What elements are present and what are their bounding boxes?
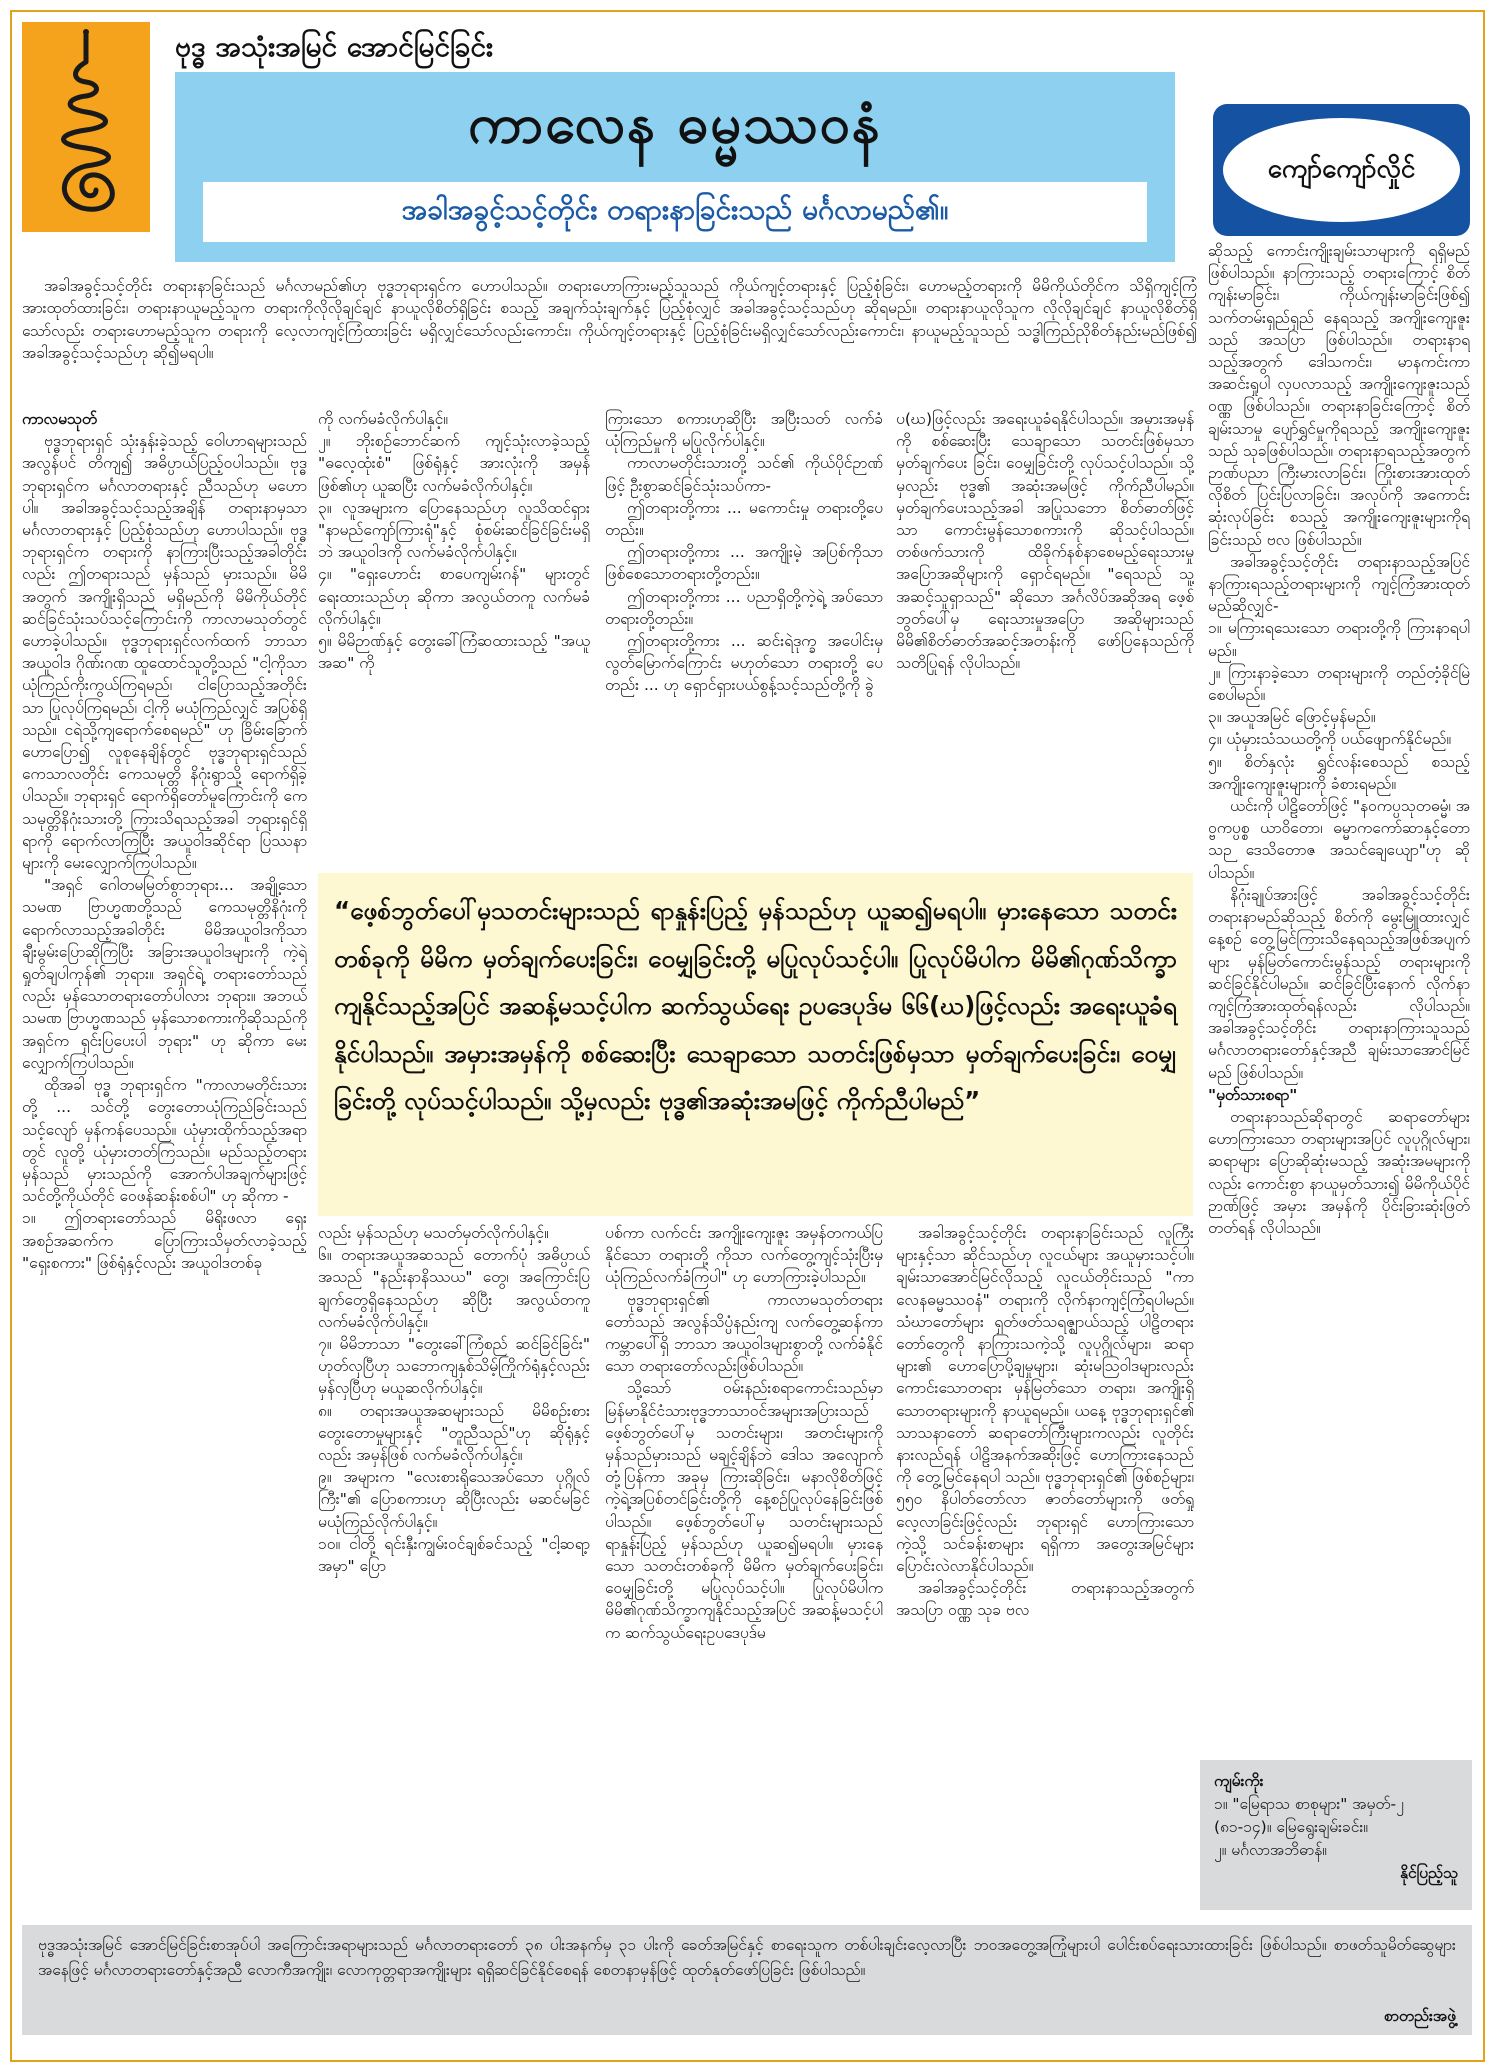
paragraph: ဤတရားတို့ကား ... ဆင်းရဲဒုက္ခ အပေါင်းမှ လွတ်မြောက်ကြောင်း မဟုတ်သော တရားတို့ ပေတည်း ... ဟု ရှောင်ရှားပယ်စွန့်သင့်သည်တို့ကို ခွဲ bbox=[605, 632, 883, 695]
footer-signature: စာတည်းအဖွဲ့ bbox=[1383, 2007, 1456, 2025]
footer-text: ဗုဒ္ဓအသုံးအမြင် အောင်မြင်ခြင်းစာအုပ်ပါ အကြောင်းအရာများသည် မင်္ဂလာတရားတော် ၃၈ ပါးအနက်မှ ၃၁ ပါးကို ခေတ်အမြင်နှင့် စာရေးသူက တစ်ပါးချင်းလေ့လာပြီး ဘဝအတွေ့အကြုံများပါ ပေါင်းစပ်ရေးသားထားခြင်း ဖြစ်ပါသည်။ စာဖတ်သူမိတ်ဆွေများ အနေဖြင့် မင်္ဂလာတရားတော်နှင့်အညီ လောကီအကျိုး၊ လောကုတ္တရာအကျိုးများ ရရှိဆင်ခြင်နိုင်စေရန် စေတနာမှန်ဖြင့် ထုတ်နုတ်ဖော်ပြခြင်း ဖြစ်ပါသည်။ bbox=[38, 1936, 1456, 1979]
column-2-lower bbox=[318, 1222, 590, 1917]
paragraph: ၉။ အများက "လေးစားရိုသေအပ်သော ပုဂ္ဂိုလ်ကြီး"၏ ပြောစကားဟု ဆိုပြီးလည်း မဆင်မခြင် မယုံကြည်လိုက်ပါနှင့်။ bbox=[318, 1468, 590, 1531]
paragraph: ဗုဒ္ဓဘုရားရှင် သုံးနှန်းခဲ့သည့် ဝေါဟာရများသည် အလွန်ပင် တိကျ၍ အဓိပ္ပာယ်ပြည့်ဝပါသည်။ ဗုဒ္ဓဘုရားရှင်က မင်္ဂလာတရားနှင့် ညီသည်ဟု မဟောပါ။ အခါအခွင့်သင့်သည့်အချိန် တရားနာမှသာ မင်္ဂလာတရားနှင့် ပြည့်စုံသည်ဟု ဟောပါသည်။ ဗုဒ္ဓဘုရားရှင်က တရားကို နာကြားပြီးသည့်အခါတိုင်းလည်း ဤတရားသည် မှန်သည် မှားသည်။ မိမိအတွက် အကျိုးရှိသည် မရှိမည်ကို မိမိကိုယ်တိုင် ဆင်ခြင်သုံးသပ်သင့်ကြောင်းကို ကာလာမသုတ်တွင် ဟောခဲ့ပါသည်။ ဗုဒ္ဓဘုရားရှင်လက်ထက် ဘာသာအယူဝါဒ ဂိုဏ်းဂဏ ထူထောင်သူတို့သည် "ငါ့ကိုသာ ယုံကြည်ကိုးကွယ်ကြရမည်၊ ငါပြောသည့်အတိုင်းသာ ပြုလုပ်ကြရမည်၊ ငါ့ကို မယုံကြည်လျှင် အပြစ်ရှိသည်။ ငရဲသို့ကျရောက်စေရမည်" ဟု ခြိမ်းခြောက် ဟောပြော၍ လူစုနေချိန်တွင် ဗုဒ္ဓဘုရားရှင်သည် ကေသာလတိုင်း ကေသမုတ္တိ နိဂုံးရွာသို့ ရောက်ရှိခဲ့ပါသည်။ ဘုရားရှင် ရောက်ရှိတော်မူကြောင်းကို ကေသမုတ္တိနိဂုံးသားတို့ ကြားသိရသည့်အခါ ဘုရားရှင်ရှိရာကို ရောက်လာကြပြီး အယူဝါဒဆိုင်ရာ ပြဿနာများကို မေးလျှောက်ကြပါသည်။ bbox=[22, 432, 307, 873]
paragraph: ၇။ မိမိဘာသာ "တွေးခေါ်ကြံစည် ဆင်ခြင်ခြင်း" ဟုတ်လှပြီဟု သဘောကျနှစ်သိမ့်ကြိုက်ရုံနှင့်လည်း မှန်လှပြီဟု မယူဆလိုက်ပါနှင့်။ bbox=[318, 1335, 590, 1398]
column-2 bbox=[318, 408, 590, 868]
paragraph: အခါအခွင့်သင့်တိုင်း တရားနာခြင်းသည် လူကြီးများနှင့်သာ ဆိုင်သည်ဟု လူငယ်များ အယူမှားသင့်ပါ။ ချမ်းသာအောင်မြင်လိုသည့် လူငယ်တိုင်းသည် "ကာလေနဓမ္မဿဝနံ" တရားကို လိုက်နာကျင့်ကြံရပါမည်။ သံဃာတော်များ ရှတ်ဖတ်သရဇ္ဈာယ်သည့် ပါဠိတရားတော်တွေကို နာကြားသကဲ့သို့ လူပုဂ္ဂိုလ်များ၊ ဆရာများ၏ ဟောပြောပို့ချမှုများ၊ ဆုံးမသြဝါဒများလည်း ကောင်းသောတရား မှန်မြတ်သော တရား၊ အကျိုးရှိသောတရားများကို နာယူရမည်။ ယနေ့ ဗုဒ္ဓဘုရားရှင်၏ သာသနာတော် ဆရာတော်ကြီးများကလည်း လူတိုင်းနားလည်ရန် ပါဠိအနက်အဆိုးဖြင့် ဟောကြားနေသည်ကို တွေ့မြင်နေရပါ သည်။ ဗုဒ္ဓဘုရားရှင်၏ ဖြစ်စဉ်များ၊ ၅၅ဝ နိပါတ်တော်လာ ဇာတ်တော်များကို ဖတ်ရှုလေ့လာခြင်းဖြင့်လည်း ဘုရားရှင် ဟောကြားသောကဲ့သို့ သင်ခန်းစာများ ရရှိကာ အတွေးအမြင်များ ပြောင်းလဲလာနိုင်ပါသည်။ bbox=[896, 1224, 1194, 1576]
paragraph: ကာလာမတိုင်းသားတို့ သင်၏ ကိုယ်ပိုင်ဉာဏ်ဖြင့် ဦးစွာဆင်ခြင်သုံးသပ်ကာ- bbox=[605, 454, 883, 495]
paragraph: ဗုဒ္ဓဘုရားရှင်၏ ကာလာမသုတ်တရားတော်သည် အလွန်သိပ္ပံနည်းကျ လက်တွေ့ဆန်ကာ ကမ္ဘာပေါ်ရှိ ဘာသာ အယူဝါဒများစွာတို့ လက်ခံနိုင်သော တရားတော်လည်းဖြစ်ပါသည်။ bbox=[605, 1290, 883, 1376]
references-title: ကျမ်းကိုး bbox=[1214, 1772, 1264, 1790]
references-box bbox=[1200, 1760, 1472, 1910]
paragraph: ၄။ ယုံမှားသံသယတို့ကို ပယ်ဖျောက်နိုင်မည်။ bbox=[1208, 730, 1452, 749]
paragraph: ဤတရားတို့ကား ... ပညာရှိတို့ကဲ့ရဲ့ အပ်သော တရားတို့တည်း။ bbox=[605, 587, 883, 628]
column-3-lower bbox=[605, 1222, 883, 1917]
article-title: ကာလေန ဓမ္မဿဝနံ bbox=[468, 92, 882, 155]
paragraph: ၆။ တရားအယူအဆသည် တောက်ပုံ အဓိပ္ပာယ်အသည် "နည်းနာနိဿယ" တွေ၊ အကြောင်းပြချက်တွေရှိနေသည်ဟု ဆိုပြီး အလွယ်တကူ လက်မခံလိုက်ပါနှင့်။ bbox=[318, 1246, 590, 1331]
logo bbox=[22, 22, 150, 232]
paragraph: လည်း မှန်သည်ဟု မသတ်မှတ်လိုက်ပါနှင့်။ bbox=[318, 1224, 549, 1242]
paragraph: ၁။ မကြားရသေးသော တရားတို့ကို ကြားနာရပါမည်။ bbox=[1208, 619, 1470, 660]
paragraph: "မှတ်သားစရာ" bbox=[1208, 1085, 1298, 1104]
paragraph: ဤတရားတို့ကား ... မကောင်းမှု တရားတို့ပေတည်း။ bbox=[605, 498, 883, 540]
article-subtitle: အခါအခွင့်သင့်တိုင်း တရားနာခြင်းသည် မင်္ဂလာမည်၏။ bbox=[203, 182, 1147, 242]
series-title: ဗုဒ္ဓ အသုံးအမြင် အောင်မြင်ခြင်း bbox=[175, 30, 494, 63]
column-5 bbox=[1208, 240, 1470, 1752]
paragraph: "အရှင် ဂေါတမမြတ်စွာဘုရား... အချို့သော သမဏ ဗြာဟ္မဏတို့သည် ကေသမုတ္တိနိဂုံးကို ရောက်လာသည့်အခါတိုင်း မိမိအယူဝါဒကိုသာ ချီးမွမ်းပြောဆိုကြပြီး အခြားအယူဝါဒများကို ကဲ့ရဲ့ရှုတ်ချပါကုန်၏ ဘုရား။ အရှင်ရဲ့ တရားတော်သည်လည်း မှန်သောတရားတော်ပါလား ဘုရား။ အဘယ် သမဏ ဗြာဟ္မဏသည် မှန်သောစကားကိုဆိုသည်ကို အရှင်က ရှင်းပြပေးပါ ဘုရား" ဟု ဆိုကာ မေးလျှောက်ကြပါသည်။ bbox=[22, 876, 307, 1072]
paragraph: ဆိုသည့် ကောင်းကျိုးချမ်းသာများကို ရရှိမည်ဖြစ်ပါသည်။ နာကြားသည့် တရားကြောင့် စိတ်ကျန်းမာခြင်း၊ ကိုယ်ကျန်းမာခြင်းဖြစ်၍ သက်တမ်းရှည်ရှည် နေရသည့် အကျိုးကျေးဇူးသည် အသပြာ ဖြစ်ပါသည်။ တရားနာရသည့်အတွက် ဒေါသကင်း၊ မာနကင်းကာ အဆင်းရှုပါ လှပလာသည့် အကျိုးကျေးဇူးသည် ဝဏ္ဏ ဖြစ်ပါသည်။ တရားနာခြင်းကြောင့် စိတ်ချမ်းသာမှု ပျော်ရွှင်မှုကိုရသည့် အကျိုးကျေးဇူးသည် သုခဖြစ်ပါသည်။ တရားနာရသည့်အတွက် ဉာဏ်ပညာ ကြီးမားလာခြင်း၊ ကြိုးစားအားထုတ်လိုစိတ် ပြင်းပြလာခြင်း၊ အလုပ်ကို အကောင်းဆုံးလုပ်ခြင်း စသည့် အကျိုးကျေးဇူးများကိုရခြင်းသည် ဗလ ဖြစ်ပါသည်။ bbox=[1208, 242, 1470, 549]
reference-item: ၂။ မင်္ဂလာအဘိဓာန်။ bbox=[1214, 1841, 1327, 1859]
column-4 bbox=[896, 408, 1194, 868]
paragraph: ၅။ မိမိဉာဏ်နှင့် တွေးခေါ်ကြံဆထားသည့် "အယူအဆ" ကို bbox=[318, 632, 590, 673]
unalome-icon bbox=[22, 22, 150, 232]
paragraph: အခါအခွင့်သင့်တိုင်း တရားနာသည့်အတွက် အသပြာ ဝဏ္ဏ သုခ ဗလ bbox=[896, 1579, 1194, 1620]
author-badge bbox=[1213, 104, 1470, 236]
paragraph: ဤတရားတို့ကား ... အကျိုးမဲ့ အပြစ်ကိုသာ ဖြစ်စေသောတရားတို့တည်း။ bbox=[605, 543, 883, 584]
paragraph: ၂။ ဘိုးစဉ်ဘောင်ဆက် ကျင့်သုံးလာခဲ့သည့် "ဓလေ့ထုံးစံ" ဖြစ်ရုံနှင့် အားလုံးကို အမှန်ဖြစ်၏ဟု ယူဆပြီး လက်မခံလိုက်ပါနှင့်။ bbox=[318, 432, 590, 495]
paragraph: ကာလမသုတ် bbox=[22, 410, 98, 428]
paragraph: ၁၀။ ငါတို့ ရင်းနှီးကျွမ်းဝင်ချစ်ခင်သည့် "ငါ့ဆရာ့အမှာ" ပြော bbox=[318, 1534, 590, 1576]
paragraph: ၂။ ကြားနာခဲ့သော တရားများကို တည်တံ့ခိုင်မြဲစေပါမည်။ bbox=[1208, 663, 1470, 705]
author-name: ကျော်ကျော်လှိုင် bbox=[1223, 118, 1460, 222]
paragraph: ၈။ တရားအယူအဆများသည် မိမိစဉ်းစား တွေးတောမှုများနှင့် "တူညီသည်"ဟု ဆိုရုံနှင့်လည်း အမှန်ဖြစ် လက်မခံလိုက်ပါနှင့်။ bbox=[318, 1401, 590, 1465]
paragraph: ကြားသော စကားဟုဆိုပြီး အပြီးသတ် လက်ခံယုံကြည်မှုကို မပြုလိုက်ပါနှင့်။ bbox=[605, 410, 883, 451]
column-4-lower bbox=[896, 1222, 1194, 1917]
paragraph: ကို လက်မခံလိုက်ပါနှင့်။ bbox=[318, 410, 448, 428]
paragraph: ယင်းကို ပါဠိတော်ဖြင့် "နဝကပ္ပသုတဓမ္မံ၊ အဝ္ဗကပ္ပစ္စ ယာဝိတော၊ ဓမ္မာကကော်ဆာနှင့်တောသဉ ဒေသိတောဇ အသင်ချေယျော"ဟု ဆိုပါသည်။ bbox=[1208, 797, 1470, 882]
paragraph: ၁။ ဤတရားတော်သည် မိရိုးဖလာ ရှေးအစဉ်အဆက်က ပြောကြားသိမှတ်လာခဲ့သည့် "ရှေးစကား" ဖြစ်ရုံနှင့်လည်း အယူဝါဒတစ်ခု bbox=[22, 1209, 307, 1272]
paragraph: ပ(ဃ)ဖြင့်လည်း အရေးယူခံရနိုင်ပါသည်။ အမှားအမှန်ကို စစ်ဆေးပြီး သေချာသော သတင်းဖြစ်မှသာ မှတ်ချက်ပေး ခြင်း၊ ဝေမျှခြင်းတို့ လုပ်သင့်ပါသည်။ သို့မှလည်း ဗုဒ္ဓ၏ အဆုံးအမဖြင့် ကိုက်ညီပါမည်။ မှတ်ချက်ပေးသည့်အခါ အပြုသဘော စိတ်ဓာတ်ဖြင့်သာ ကောင်းမွန်သောစကားကို ဆိုသင့်ပါသည်။ တစ်ဖက်သားကို ထိခိုက်နစ်နာစေမည့်ရေးသားမှု အပြောအဆိုများကို ရှောင်ရမည်။ "ရေသည် သူ့အဆင့်သူရှာသည်" ဆိုသော အင်္ဂလိပ်အဆိုအရ ဖေ့စ်ဘွတ်ပေါ်မှ ရေးသားမှုအပြော အဆိုများသည် မိမိ၏စိတ်ဓာတ်အဆင့်အတန်းကို ဖော်ပြနေသည်ကို သတိပြုရန် လိုပါသည်။ bbox=[896, 410, 1194, 673]
column-3 bbox=[605, 408, 883, 868]
paragraph: တရားနာသည်ဆိုရာတွင် ဆရာတော်များဟောကြားသော တရားများအပြင် လူပုဂ္ဂိုလ်များ၊ ဆရာများ ပြောဆိုဆုံးမသည့် အဆုံးအမများကိုလည်း ကောင်းစွာ နာယူမှတ်သား၍ မိမိကိုယ်ပိုင်ဉာဏ်ဖြင့် အမှား အမှန်ကို ပိုင်းခြားဆုံးဖြတ်တတ်ရန် လိုပါသည်။ bbox=[1208, 1107, 1470, 1237]
intro-paragraph: အခါအခွင့်သင့်တိုင်း တရားနာခြင်းသည် မင်္ဂလာမည်၏ဟု ဗုဒ္ဓဘုရားရှင်က ဟောပါသည်။ တရားဟောကြားမည့်သူသည် ကိုယ်ကျင့်တရားနှင့် ပြည့်စုံခြင်း၊ ဟောမည့်တရားကို မိမိကိုယ်တိုင်က သိရှိကျင့်ကြံအားထုတ်ထားခြင်း၊ တရားနာယူမည့်သူက တရားကိုလိုလိုချင်ချင် နာယူလိုစိတ်ရှိခြင်း စသည့် အချက်သုံးချက်နှင့် ပြည့်စုံလျှင် အခါအခွင့်သင့်သည်ဟု ဆိုရမည်။ တရားနာယူလိုသူက လိုလိုချင်ချင် နာယူလိုစိတ်ရှိသော်လည်း တရားဟောမည့်သူက တရားကို လေ့လာကျင့်ကြံထားခြင်း မရှိလျှင်သော်လည်းကောင်း၊ ကိုယ်ကျင့်တရားနှင့် ပြည့်စုံခြင်းမရှိလျှင်သော်လည်းကောင်း၊ နာယူမည့်သူသည် သဒ္ဓါကြည်ညိုစိတ်နည်းမည်ဖြစ်၍ အခါအခွင့်သင့်သည်ဟု ဆို၍မရပါ။ bbox=[22, 277, 1197, 363]
paragraph: ၃။ လူအများက ပြောနေသည်ဟု လူသိထင်ရှား "နာမည်ကျော်ကြားရုံ"နှင့် စုံစမ်းဆင်ခြင်ခြင်းမရှိဘဲ အယူဝါဒကို လက်မခံလိုက်ပါနှင့်။ bbox=[318, 498, 590, 562]
paragraph: ၄။ "ရှေးဟောင်း စာပေကျမ်းဂန်" များတွင် ရေးထားသည်ဟု ဆိုကာ အလွယ်တကူ လက်မခံလိုက်ပါနှင့်။ bbox=[318, 565, 590, 628]
reference-author: နိုင်ပြည့်သူ bbox=[1399, 1864, 1458, 1882]
paragraph: နိဂုံးချုပ်အားဖြင့် အခါအခွင့်သင့်တိုင်း တရားနာမည်ဆိုသည့် စိတ်ကို မွေးမြူထားလျှင်နေ့စဉ် တွေ့မြင်ကြားသိနေရသည့်အဖြစ်အပျက်များ မှန်မြတ်ကောင်းမွန်သည့် တရားများကို ဆင်ခြင်နိုင်ပါမည်။ ဆင်ခြင်ပြီးနောက် လိုက်နာကျင့်ကြံအားထုတ်ရန်လည်း လိုပါသည်။ အခါအခွင့်သင့်တိုင်း တရားနာကြားသူသည် မင်္ဂလာတရားတော်နှင့်အညီ ချမ်းသာအောင်မြင်မည် ဖြစ်ပါသည်။ bbox=[1208, 885, 1470, 1082]
paragraph: သို့သော် ဝမ်းနည်းစရာကောင်းသည်မှာ မြန်မာနိုင်ငံသားဗုဒ္ဓဘာသာဝင်အများအပြားသည် ဖေ့စ်ဘွတ်ပေါ်မှ သတင်းများ၊ အတင်းများကို မှန်သည်မှားသည် မချင့်ချိန်ဘဲ ဒေါသ အလျောက်တုံ့ပြန်ကာ အခုမှ ကြားဆိုခြင်း၊ မနာလိုစိတ်ဖြင့် ကဲ့ရဲ့အပြစ်တင်ခြင်းတို့ကို နေ့စဉ်ပြုလုပ်နေခြင်းဖြစ်ပါသည်။ ဖေ့စ်ဘွတ်ပေါ်မှ သတင်းများသည် ရာနှုန်းပြည့် မှန်သည်ဟု ယူဆ၍မရပါ။ မှားနေသော သတင်းတစ်ခုကို မိမိက မှတ်ချက်ပေးခြင်း၊ ဝေမျှခြင်းတို့ မပြုလုပ်သင့်ပါ။ ပြုလုပ်မိပါက မိမိ၏ဂုဏ်သိက္ခာကျနိုင်သည့်အပြင် အဆန့်မသင့်ပါက ဆက်သွယ်ရေးဥပဒေပုဒ်မ bbox=[605, 1379, 883, 1642]
column-1 bbox=[22, 408, 307, 1920]
reference-item: ၁။ "မြေရာသ စာစုများ" အမှတ်-၂ (၈၁-၁၄)။ မြေရွေးချမ်းခင်း။ bbox=[1214, 1795, 1404, 1836]
footer-note bbox=[22, 1925, 1472, 2035]
paragraph: ပစ်ကာ လက်ငင်း အကျိုးကျေးဇူး အမှန်တကယ်ပြနိုင်သော တရားတို့ ကိုသာ လက်တွေ့ကျင့်သုံးပြီးမှ ယုံကြည်လက်ခံကြပါ" ဟု ဟောကြားခဲ့ပါသည်။ bbox=[605, 1224, 883, 1287]
paragraph: ၃။ အယူအမြင် ဖြောင့်မှန်မည်။ bbox=[1208, 708, 1376, 727]
paragraph: ၅။ စိတ်နှလုံး ရွှင်လန်းစေသည် စသည့် အကျိုးကျေးဇူးများကို ခံစားရမည်။ bbox=[1208, 752, 1470, 793]
title-banner bbox=[175, 72, 1175, 262]
paragraph: ထိုအခါ ဗုဒ္ဓ ဘုရားရှင်က "ကာလာမတိုင်းသားတို့ ... သင်တို့ တွေးတောယုံကြည်ခြင်းသည် သင့်လျော် မှန်ကန်ပေသည်။ ယုံမှားထိုက်သည့်အရာတွင် လူတို့ ယုံမှားတတ်ကြသည်။ မည်သည့်တရား မှန်သည် မှားသည်ကို အောက်ပါအချက်များဖြင့် သင်တို့ကိုယ်တိုင် ဝေဖန်ဆန်းစစ်ပါ" ဟု ဆိုကာ - bbox=[22, 1076, 307, 1206]
paragraph: အခါအခွင့်သင့်တိုင်း တရားနာသည့်အပြင် နာကြားရသည့်တရားများကို ကျင့်ကြံအားထုတ်မည်ဆိုလျှင်- bbox=[1208, 552, 1470, 616]
pull-quote: “ဖေ့စ်ဘွတ်ပေါ်မှသတင်းများသည် ရာနှုန်းပြည့် မှန်သည်ဟု ယူဆ၍မရပါ။ မှားနေသော သတင်းတစ်ခုကို မိမိက မှတ်ချက်ပေးခြင်း၊ ဝေမျှခြင်းတို့ မပြုလုပ်သင့်ပါ။ ပြုလုပ်မိပါက မိမိ၏ဂုဏ်သိက္ခာကျနိုင်သည့်အပြင် အဆန့်မသင့်ပါက ဆက်သွယ်ရေး ဥပဒေပုဒ်မ ၆၆(ဃ)ဖြင့်လည်း အရေးယူခံရနိုင်ပါသည်။ အမှားအမှန်ကို စစ်ဆေးပြီး သေချာသော သတင်းဖြစ်မှသာ မှတ်ချက်ပေးခြင်း၊ ဝေမျှခြင်းတို့ လုပ်သင့်ပါသည်။ သို့မှလည်း ဗုဒ္ဓ၏အဆုံးအမဖြင့် ကိုက်ညီပါမည်” bbox=[318, 873, 1193, 1216]
